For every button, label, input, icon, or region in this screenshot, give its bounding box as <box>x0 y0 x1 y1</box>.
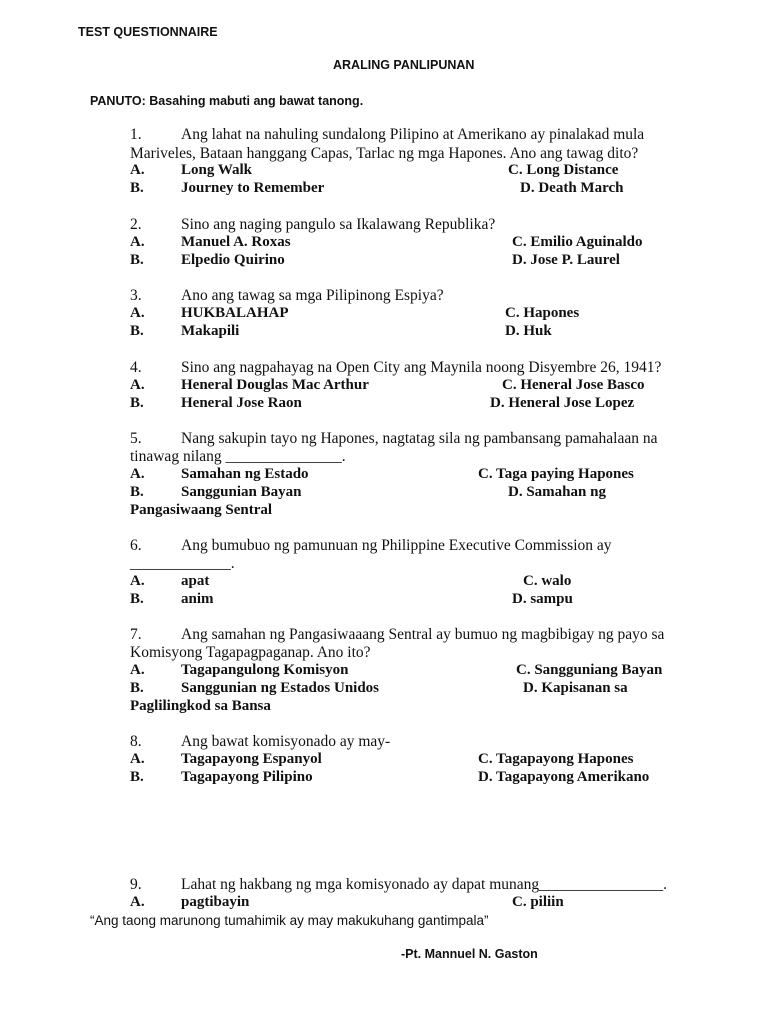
option-d: D. Heneral Jose Lopez <box>490 395 635 411</box>
option-a: HUKBALAHAP <box>181 305 289 321</box>
question-number: 5. <box>130 430 142 447</box>
question-number: 2. <box>130 216 142 233</box>
option-b: Journey to Remember <box>181 180 325 196</box>
option-c: C. Taga paying Hapones <box>478 466 634 482</box>
closing-quote: “Ang taong marunong tumahimik ay may makukuhang gantimpala” <box>90 913 489 928</box>
option-b: Elpedio Quirino <box>181 252 285 268</box>
question-number: 7. <box>130 626 142 643</box>
question-text: Sino ang nagpahayag na Open City ang Maynila noong Disyembre 26, 1941? <box>181 359 662 376</box>
option-d: D. Death March <box>520 180 624 196</box>
option-d: D. Jose P. Laurel <box>512 252 620 268</box>
question-text: Ang bawat komisyonado ay may- <box>181 733 391 750</box>
option-c: C. Tagapayong Hapones <box>478 751 634 767</box>
option-a: Long Walk <box>181 162 253 178</box>
option-letter-b: B. <box>130 680 144 696</box>
option-b: Heneral Jose Raon <box>181 395 302 411</box>
question-number: 8. <box>130 733 142 750</box>
option-c: C. Emilio Aguinaldo <box>512 234 643 250</box>
option-letter-b: B. <box>130 252 144 268</box>
document-label: TEST QUESTIONNAIRE <box>78 25 218 39</box>
option-d-continuation: Pangasiwaang Sentral <box>130 502 273 518</box>
option-letter-a: A. <box>130 662 145 678</box>
option-letter-a: A. <box>130 751 145 767</box>
option-letter-b: B. <box>130 591 144 607</box>
option-a: Manuel A. Roxas <box>181 234 291 250</box>
question-text: Lahat ng hakbang ng mga komisyonado ay dapat munang________________. <box>181 876 668 893</box>
subject-title: ARALING PANLIPUNAN <box>333 58 475 72</box>
option-letter-a: A. <box>130 377 145 393</box>
instructions: PANUTO: Basahing mabuti ang bawat tanong. <box>90 94 364 108</box>
option-a: Tagapayong Espanyol <box>181 751 322 767</box>
option-a: Tagapangulong Komisyon <box>181 662 349 678</box>
signature: -Pt. Mannuel N. Gaston <box>401 947 538 961</box>
question-text: Ang lahat na nahuling sundalong Pilipino at Amerikano ay pinalakad mula <box>181 126 645 143</box>
question-number: 4. <box>130 359 142 376</box>
option-a: pagtibayin <box>181 894 250 910</box>
option-letter-a: A. <box>130 162 145 178</box>
option-letter-a: A. <box>130 466 145 482</box>
question-text-cont: Komisyong Tagapagpaganap. Ano ito? <box>130 644 371 661</box>
question-text: Ano ang tawag sa mga Pilipinong Espiya? <box>181 287 444 304</box>
option-b: Makapili <box>181 323 240 339</box>
option-letter-b: B. <box>130 395 144 411</box>
question-text: Ang bumubuo ng pamunuan ng Philippine Executive Commission ay <box>181 537 612 554</box>
option-d: D. Samahan ng <box>508 484 606 500</box>
option-b: Sanggunian Bayan <box>181 484 302 500</box>
option-c: C. Sangguniang Bayan <box>516 662 663 678</box>
question-text: Nang sakupin tayo ng Hapones, nagtatag sila ng pambansang pamahalaan na <box>181 430 658 447</box>
option-d: D. Kapisanan sa <box>523 680 628 696</box>
question-text-cont: tinawag nilang _______________. <box>130 448 346 465</box>
option-letter-b: B. <box>130 484 144 500</box>
option-d-continuation: Paglilingkod sa Bansa <box>130 698 271 714</box>
option-a: apat <box>181 573 210 589</box>
question-number: 6. <box>130 537 142 554</box>
option-letter-a: A. <box>130 573 145 589</box>
option-b: anim <box>181 591 214 607</box>
option-letter-b: B. <box>130 769 144 785</box>
question-text: Sino ang naging pangulo sa Ikalawang Republika? <box>181 216 496 233</box>
option-c: C. piliin <box>512 894 564 910</box>
option-letter-a: A. <box>130 234 145 250</box>
option-b: Tagapayong Pilipino <box>181 769 313 785</box>
option-a: Samahan ng Estado <box>181 466 309 482</box>
option-c: C. Heneral Jose Basco <box>502 377 645 393</box>
question-text-cont: Mariveles, Bataan hanggang Capas, Tarlac ng mga Hapones. Ano ang tawag dito? <box>130 145 639 162</box>
option-letter-a: A. <box>130 305 145 321</box>
option-c: C. Hapones <box>505 305 580 321</box>
option-letter-a: A. <box>130 894 145 910</box>
option-c: C. Long Distance <box>508 162 619 178</box>
question-number: 3. <box>130 287 142 304</box>
option-letter-b: B. <box>130 323 144 339</box>
option-c: C. walo <box>523 573 572 589</box>
question-text: Ang samahan ng Pangasiwaaang Sentral ay bumuo ng magbibigay ng payo sa <box>181 626 665 643</box>
option-d: D. Huk <box>505 323 552 339</box>
option-d: D. Tagapayong Amerikano <box>478 769 650 785</box>
option-letter-b: B. <box>130 180 144 196</box>
question-number: 9. <box>130 876 142 893</box>
option-a: Heneral Douglas Mac Arthur <box>181 377 369 393</box>
question-text-cont: _____________. <box>130 555 235 572</box>
option-d: D. sampu <box>512 591 573 607</box>
question-number: 1. <box>130 126 142 143</box>
option-b: Sanggunian ng Estados Unidos <box>181 680 380 696</box>
